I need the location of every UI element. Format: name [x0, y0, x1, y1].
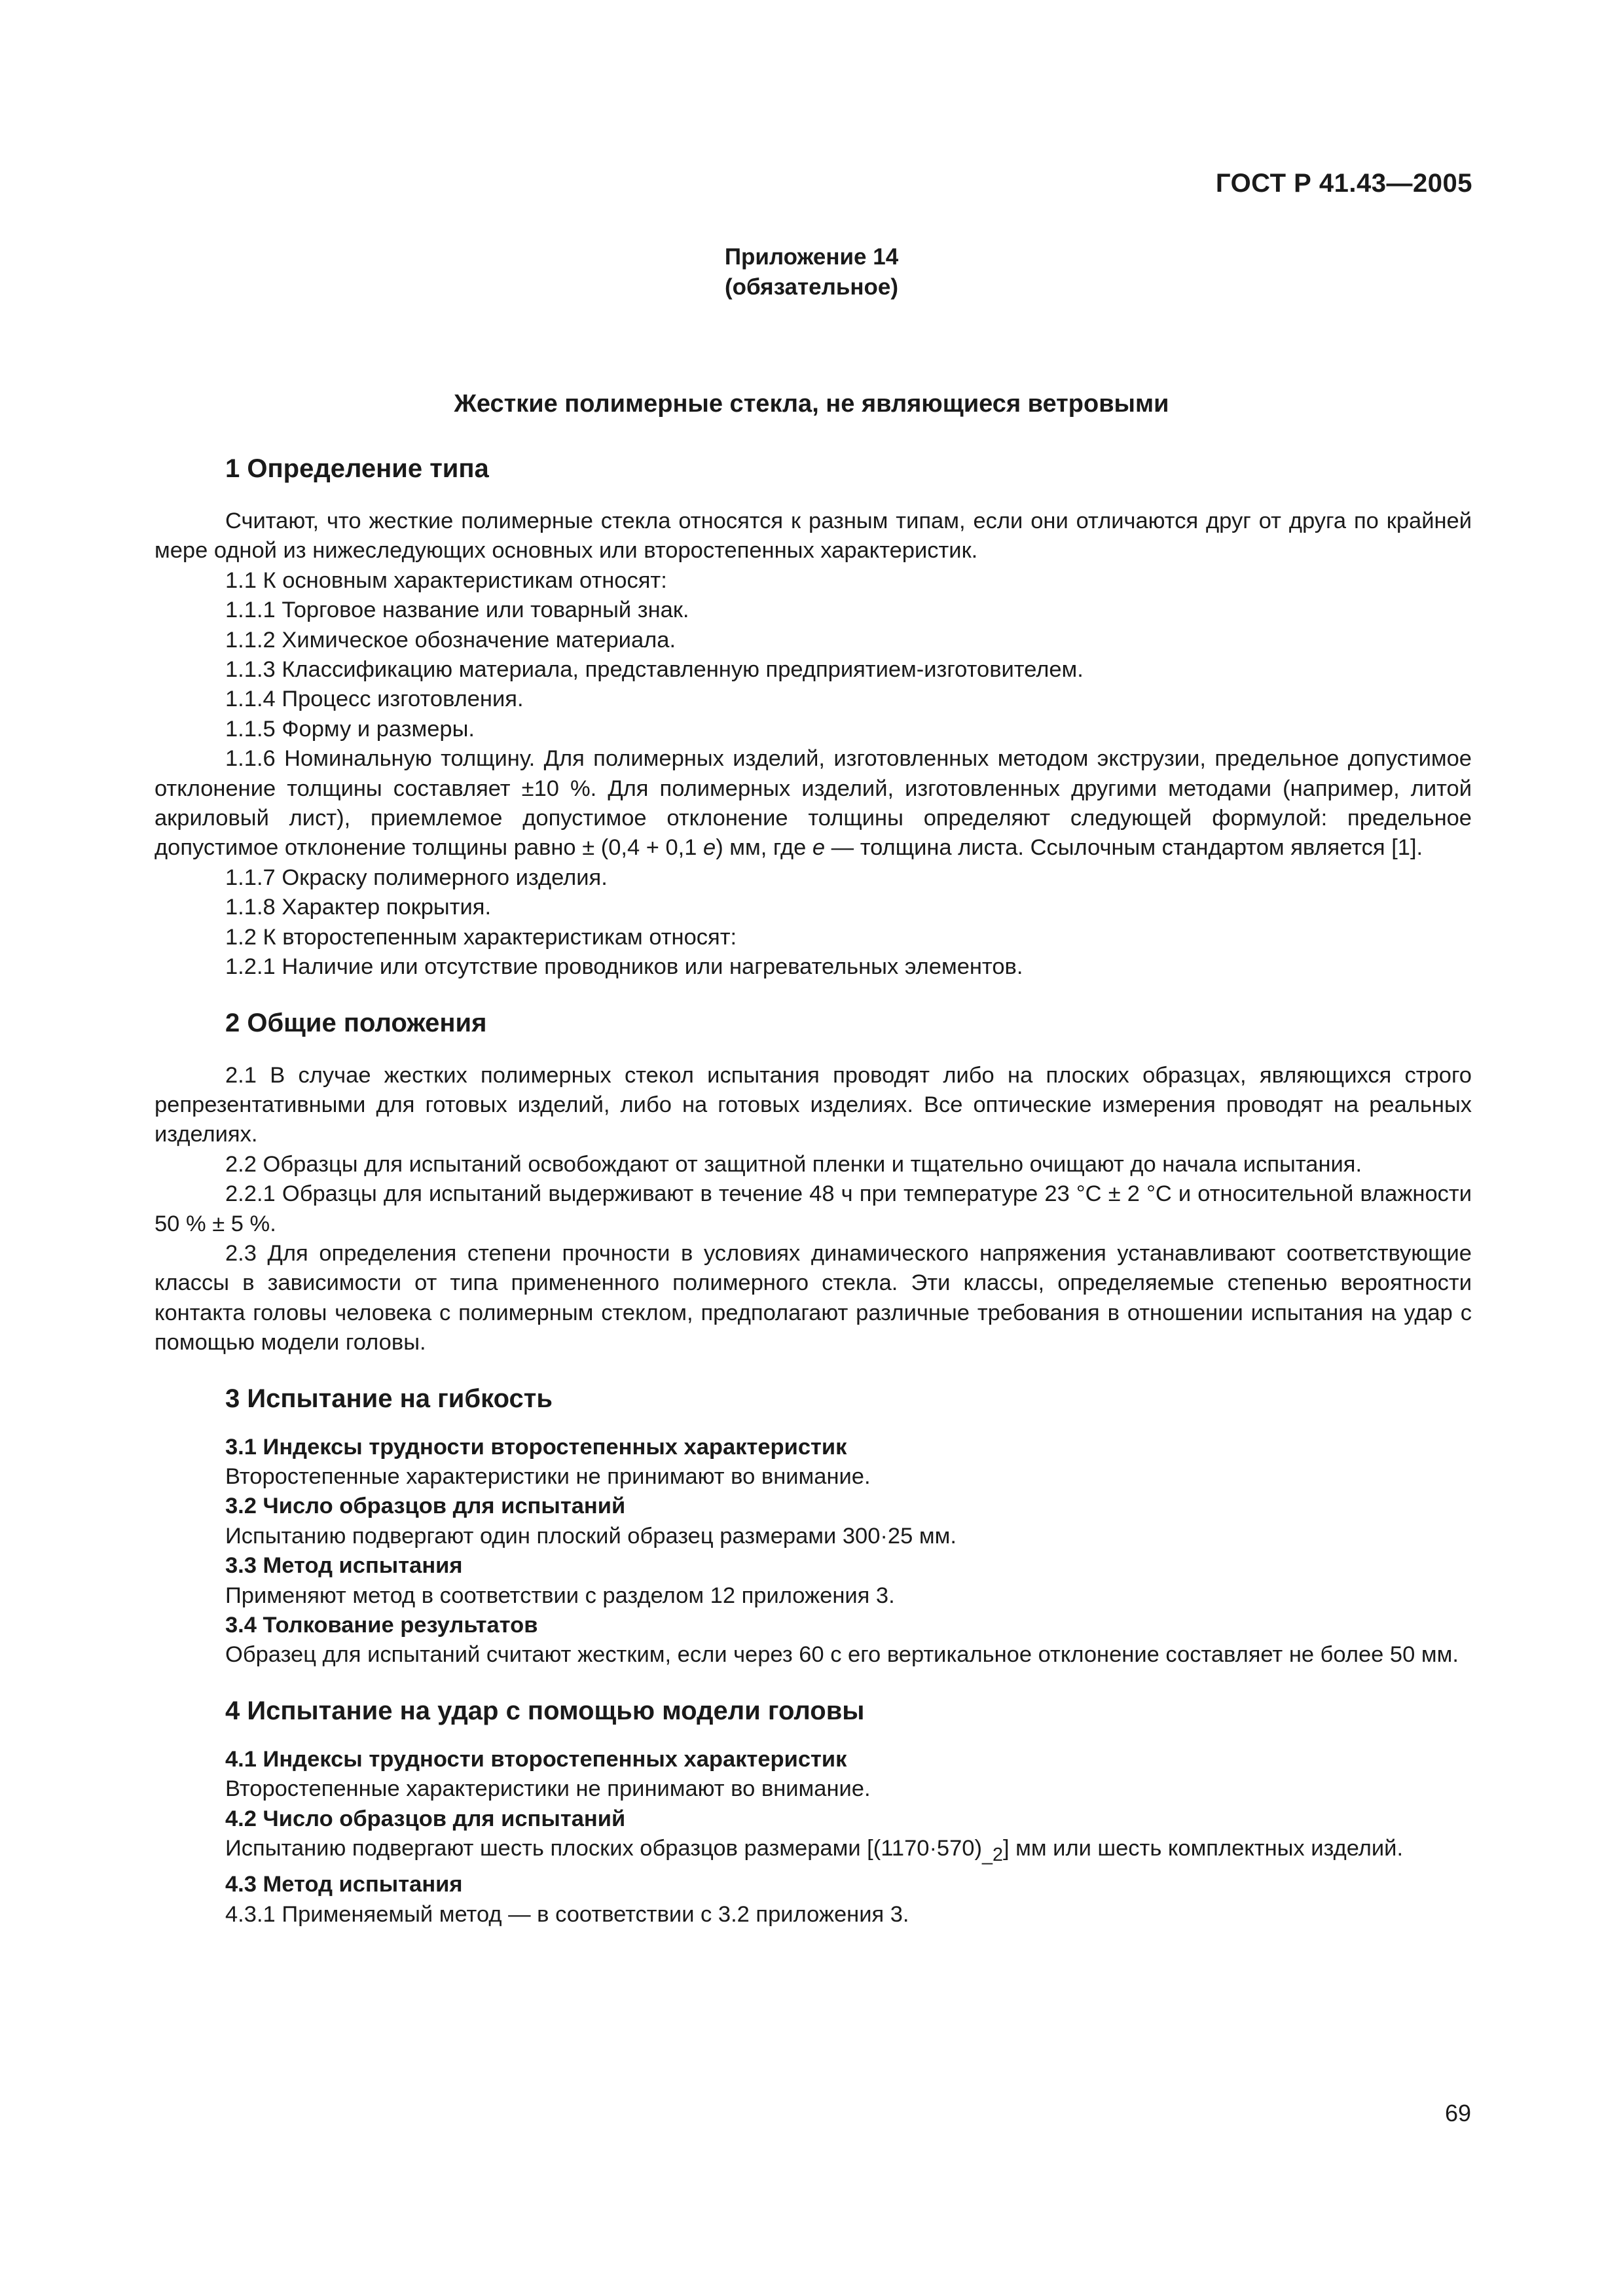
appendix-status: (обязательное) — [724, 274, 898, 300]
section-heading: 1 Определение типа — [225, 454, 489, 483]
section-heading: 2 Общие положения — [225, 1008, 487, 1037]
paragraph: 1.1.1 Торговое название или товарный знак. — [225, 598, 689, 623]
subsection-heading: 4.1 Индексы трудности второстепенных характеристик — [225, 1746, 847, 1772]
paragraph: 1.1.7 Окраску полимерного изделия. — [225, 865, 608, 890]
subsection-heading: 3.4 Толкование результатов — [225, 1613, 538, 1638]
appendix-label: Приложение 14 — [724, 244, 899, 270]
variable-e: е — [812, 835, 826, 861]
subsection-heading: 3.1 Индексы трудности второстепенных характеристик — [225, 1434, 847, 1460]
paragraph: Образец для испытаний считают жестким, если через 60 с его вертикальное отклонение составляет не более 50 мм. — [225, 1642, 1459, 1668]
standard-code: ГОСТ Р 41.43—2005 — [1215, 169, 1472, 198]
text-run: 1.1.6 Номинальную толщину. Для полимерных изделий, изготовленных методом экструзии, предельное допустимое отклонение толщины составляет ±10 %. Для полимерных изделий, изготовленных другими методами (например, литой акриловый лист), приемлемое допустимое отклонение толщины определяют следующей формулой: предельное допустимое отклонение толщины равно ± (0,4 + 0,1 — [155, 746, 1472, 861]
paragraph: Испытанию подвергают один плоский образец размерами 300·25 мм. — [225, 1523, 957, 1549]
paragraph: Второстепенные характеристики не принимают во внимание. — [225, 1463, 871, 1489]
variable-e: е — [703, 835, 716, 861]
subsection-heading: 3.2 Число образцов для испытаний — [225, 1494, 626, 1519]
subscript: _2 — [982, 1844, 1003, 1865]
section-heading: 4 Испытание на удар с помощью модели головы — [225, 1696, 865, 1725]
paragraph: 1.2.1 Наличие или отсутствие проводников или нагревательных элементов. — [225, 954, 1023, 980]
appendix-heading — [0, 242, 1623, 302]
text-run: — толщина листа. Ссылочным стандартом является [1]. — [825, 835, 1423, 861]
document-title: Жесткие полимерные стекла, не являющиеся ветровыми — [454, 390, 1169, 418]
paragraph-thickness — [155, 744, 1472, 863]
paragraph: 2.1 В случае жестких полимерных стекол испытания проводят либо на плоских образцах, являющихся строго репрезентативными для готовых изделий, либо на готовых изделиях. Все оптические измерения проводят на реальных изделиях. — [155, 1062, 1472, 1147]
document-body — [155, 452, 1472, 1929]
paragraph: 1.1.3 Классификацию материала, представленную предприятием-изготовителем. — [225, 657, 1084, 683]
paragraph: 4.3.1 Применяемый метод — в соответствии с 3.2 приложения 3. — [225, 1901, 909, 1927]
paragraph: 1.2 К второстепенным характеристикам относят: — [225, 924, 737, 950]
subsection-heading: 4.2 Число образцов для испытаний — [225, 1806, 626, 1831]
text-run: Испытанию подвергают шесть плоских образцов размерами [(1170·570) — [225, 1836, 982, 1861]
text-run: ] мм или шесть комплектных изделий. — [1002, 1836, 1404, 1861]
paragraph: 1.1 К основным характеристикам относят: — [225, 567, 667, 593]
paragraph: Считают, что жесткие полимерные стекла относятся к разным типам, если они отличаются друг от друга по крайней мере одной из нижеследующих основных или второстепенных характеристик. — [155, 509, 1472, 564]
subsection-heading: 3.3 Метод испытания — [225, 1553, 463, 1579]
text-run: ) мм, где — [716, 835, 812, 861]
paragraph: 2.2 Образцы для испытаний освобождают от защитной пленки и тщательно очищают до начала испытания. — [225, 1151, 1362, 1177]
paragraph-sample-size — [155, 1834, 1472, 1870]
paragraph: Второстепенные характеристики не принимают во внимание. — [225, 1776, 871, 1802]
section-heading: 3 Испытание на гибкость — [225, 1384, 553, 1413]
paragraph: 2.2.1 Образцы для испытаний выдерживают в течение 48 ч при температуре 23 °С ± 2 °С и относительной влажности 50 % ± 5 %. — [155, 1181, 1472, 1236]
paragraph: 1.1.4 Процесс изготовления. — [225, 687, 524, 712]
paragraph: 1.1.5 Форму и размеры. — [225, 716, 475, 742]
paragraph: Применяют метод в соответствии с разделом 12 приложения 3. — [225, 1583, 895, 1608]
subsection-heading: 4.3 Метод испытания — [225, 1872, 463, 1897]
paragraph: 2.3 Для определения степени прочности в условиях динамического напряжения устанавливают соответствующие классы в зависимости от типа примененного полимерного стекла. Эти классы, определяемые степенью вероятности контакта головы человека с полимерным стеклом, предполагают различные требования в отношении испытания на удар с помощью модели головы. — [155, 1240, 1472, 1355]
page-number: 69 — [1444, 2100, 1471, 2126]
paragraph: 1.1.2 Химическое обозначение материала. — [225, 627, 676, 653]
paragraph: 1.1.8 Характер покрытия. — [225, 895, 492, 920]
